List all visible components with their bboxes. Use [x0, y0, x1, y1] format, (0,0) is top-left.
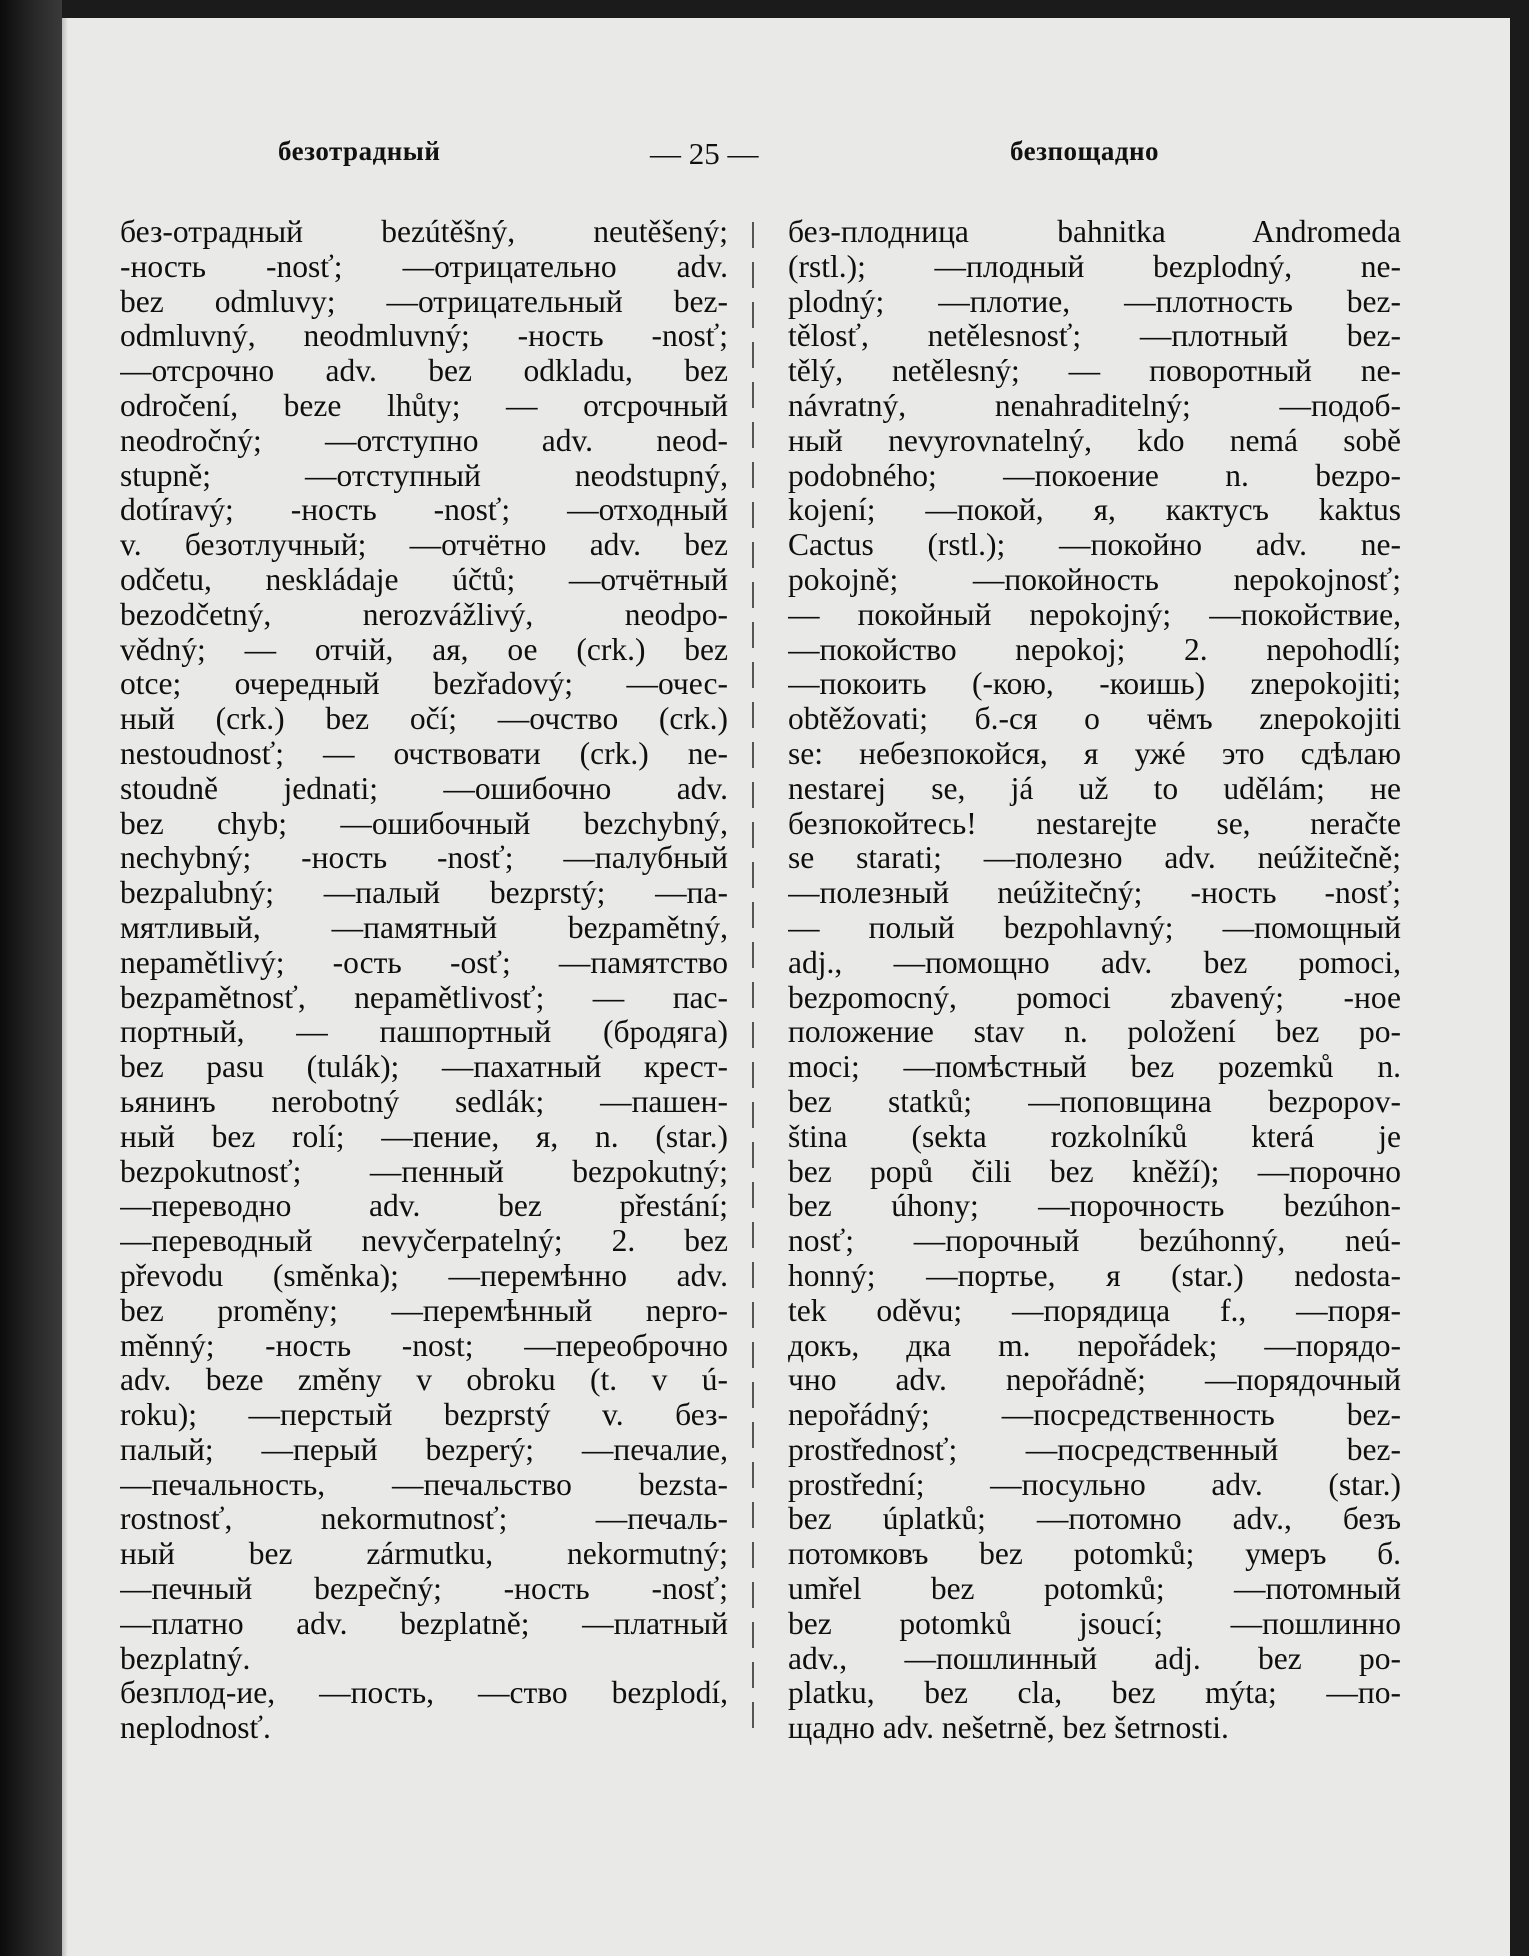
- entry-line: портный, — пашпортный (бродяга): [120, 1015, 728, 1050]
- entry-line: pokojně; —покойность nepokojnosť;: [788, 562, 1401, 597]
- entry-line: bezpamětnosť, nepamětlivosť; — пас-: [120, 980, 728, 1015]
- entry-line: nestoudnosť; — очствовати (crk.) ne-: [120, 736, 728, 771]
- entry-line: se starati; —полезно adv. neúžitečně;: [788, 841, 1401, 876]
- entry-line: bezpalubný; —палый bezprstý; —па-: [120, 876, 728, 911]
- entry-line: podobného; —покоение n. bezpo-: [788, 458, 1401, 493]
- entry-line: ный bez rolí; —пение, я, n. (star.): [120, 1119, 728, 1154]
- entry-line: мятливый, —памятный bezpamětný,: [120, 910, 728, 945]
- entry-line: — покойный nepokojný; —покойствие,: [788, 597, 1401, 632]
- entry-line: měnný; -ность -nost; —переобрoчно: [120, 1328, 728, 1363]
- entry-line: nepořádný; —посредственность bez-: [788, 1398, 1401, 1433]
- entry-line: návratný, nenahraditelný; —подоб-: [788, 388, 1401, 423]
- entry-line: палый; —перый bezperý; —печалие,: [120, 1432, 728, 1467]
- entry-line: —платно adv. bezplatně; —платный: [120, 1606, 728, 1641]
- entry-line: tělý, netělesný; — поворотный ne-: [788, 354, 1401, 389]
- entry-line: převodu (směnka); —перемѣнно adv.: [120, 1258, 728, 1293]
- entry-line: ština (sekta rozkolníků která je: [788, 1119, 1401, 1154]
- entry-line: adv., —пошлинный adj. bez po-: [788, 1641, 1401, 1676]
- entry-line: kojení; —покой, я, кактусъ kaktus: [788, 493, 1401, 528]
- entry-line: odmluvný, neodmluvný; -ность -nosť;: [120, 319, 728, 354]
- entry-line: moci; —помѣстный bez pozemků n.: [788, 1050, 1401, 1085]
- entry-line: v. безотлучный; —отчётно adv. bez: [120, 528, 728, 563]
- entry-line: nepamětlivý; -ость -osť; —памятство: [120, 945, 728, 980]
- entry-line: bezpokutnosť; —пенный bezpokutný;: [120, 1154, 728, 1189]
- entry-line: bez statků; —поповщина bezpopov-: [788, 1084, 1401, 1119]
- entry-line: —отсрочно adv. bez odkladu, bez: [120, 354, 728, 389]
- entry-line: —печальность, —печальство bezsta-: [120, 1467, 728, 1502]
- entry-line: otce; очередный bezřadový; —очес-: [120, 667, 728, 702]
- header-right-headword: безпощадно: [1010, 136, 1160, 166]
- entry-line: honný; —портье, я (star.) nedosta-: [788, 1258, 1401, 1293]
- entry-line: докъ, дка m. nepořádek; —порядо-: [788, 1328, 1401, 1363]
- entry-line: безпокойтесь! nestarejte se, neračte: [788, 806, 1401, 841]
- page-edge-shadow: [62, 18, 68, 1956]
- entry-line: rostnosť, nekormutnosť; —печаль-: [120, 1502, 728, 1537]
- entry-line: ный bez zármutku, nekormutný;: [120, 1537, 728, 1572]
- entry-line: ный nevyrovnatelný, kdo nemá sobě: [788, 423, 1401, 458]
- entry-line: bez úhony; —порочность bezúhon-: [788, 1189, 1401, 1224]
- entry-line: umřel bez potomků; —потомный: [788, 1572, 1401, 1607]
- entry-line: ный (crk.) bez očí; —очство (crk.): [120, 702, 728, 737]
- entry-line: odročení, beze lhůty; — отсрочный: [120, 388, 728, 423]
- entry-line: —покойство nepokoj; 2. nepohodlí;: [788, 632, 1401, 667]
- entry-line: положение stav n. položení bez po-: [788, 1015, 1401, 1050]
- entry-line: bez pasu (tulák); —пахатный крест-: [120, 1050, 728, 1085]
- entry-line: nestarej se, já už to udělám; не: [788, 771, 1401, 806]
- entry-line: bez chyb; —ошибочный bezchybný,: [120, 806, 728, 841]
- entry-line: ьянинъ nerobotný sedlák; —пашен-: [120, 1084, 728, 1119]
- entry-line: prostřednosť; —посредственный bez-: [788, 1432, 1401, 1467]
- entry-line: безплод-ие, —пость, —ство bezplodí,: [120, 1676, 728, 1711]
- entry-line: plodný; —плотие, —плотность bez-: [788, 284, 1401, 319]
- book-spine-shadow: [0, 0, 62, 1956]
- entry-line: bezplatný.: [120, 1641, 251, 1676]
- entry-line: bezpomocný, pomoci zbavený; -ное: [788, 980, 1401, 1015]
- entry-line: чно adv. nepořádně; —порядочный: [788, 1363, 1401, 1398]
- entry-line: bez odmluvy; —отрицательный bez-: [120, 284, 728, 319]
- entry-line: neplodnosť.: [120, 1711, 271, 1746]
- entry-line: без-отрадный bezútěšný, neutěšený;: [120, 215, 728, 249]
- entry-line: se: небезпокойся, я ужé это сдѣлаю: [788, 736, 1401, 771]
- entry-line: bez potomků jsoucí; —пошлинно: [788, 1606, 1401, 1641]
- entry-line: —перевoдно adv. bez přestání;: [120, 1189, 728, 1224]
- entry-line: stupně; —отступный neodstupný,: [120, 458, 728, 493]
- entry-line: -ность -nosť; —отрицательно adv.: [120, 249, 728, 284]
- entry-line: dotíravý; -ность -nosť; —отходный: [120, 493, 728, 528]
- entry-line: roku); —перстый bezprstý v. без-: [120, 1398, 728, 1433]
- entry-line: tek oděvu; —порядица f., —поря-: [788, 1293, 1401, 1328]
- entry-line: neodročný; —отступно adv. neod-: [120, 423, 728, 458]
- entry-line: — полый bezpohlavný; —помощный: [788, 910, 1401, 945]
- entry-line: adj., —помощно adv. bez pomoci,: [788, 945, 1401, 980]
- column-divider: [752, 222, 754, 1742]
- entry-line: tělosť, netělesnosť; —плотный bez-: [788, 319, 1401, 354]
- entry-line: —печный bezpečný; -ность -nosť;: [120, 1572, 728, 1607]
- entry-line: —покоить (-кою, -коишь) znepokojiti;: [788, 667, 1401, 702]
- entry-line: (rstl.); —плодный bezplodný, ne-: [788, 249, 1401, 284]
- page-number: — 25 —: [650, 136, 759, 171]
- running-header: [0, 136, 1529, 176]
- entry-line: —переводный nevyčerpatelný; 2. bez: [120, 1224, 728, 1259]
- entry-line: Cactus (rstl.); —покойно adv. ne-: [788, 528, 1401, 563]
- entry-line: без-плодница bahnitka Andromeda: [788, 215, 1401, 249]
- entry-line: prostřední; —посульно adv. (star.): [788, 1467, 1401, 1502]
- entry-line: потомковъ bez potomků; умеръ б.: [788, 1537, 1401, 1572]
- entry-line: bez proměny; —перемѣнный nepro-: [120, 1293, 728, 1328]
- header-left-headword: безотрадный: [278, 136, 441, 166]
- entry-line: odčetu, neskládaje účtů; —отчётный: [120, 562, 728, 597]
- entry-line: nechybný; -ность -nosť; —палубный: [120, 841, 728, 876]
- entry-line: bez popů čili bez kněží); —порочно: [788, 1154, 1401, 1189]
- entry-line: stoudně jednati; —ошибочно adv.: [120, 771, 728, 806]
- entry-line: vědný; — отчій, ая, ое (crk.) bez: [120, 632, 728, 667]
- entry-line: adv. beze změny v obroku (t. v ú-: [120, 1363, 728, 1398]
- right-column: [788, 215, 1401, 1746]
- entry-line: obtěžovati; б.-ся о чёмъ znepokojiti: [788, 702, 1401, 737]
- entry-line: bezodčetný, nerozvážlivý, neodpo-: [120, 597, 728, 632]
- left-column: [120, 215, 728, 1746]
- entry-line: щадно adv. nešetrně, bez šetrnosti.: [788, 1711, 1229, 1746]
- entry-line: bez úplatků; —потомно adv., безъ: [788, 1502, 1401, 1537]
- entry-line: nosť; —порочный bezúhonný, neú-: [788, 1224, 1401, 1259]
- entry-line: platku, bez cla, bez mýta; —по-: [788, 1676, 1401, 1711]
- entry-line: —полезный neúžitečný; -ность -nosť;: [788, 876, 1401, 911]
